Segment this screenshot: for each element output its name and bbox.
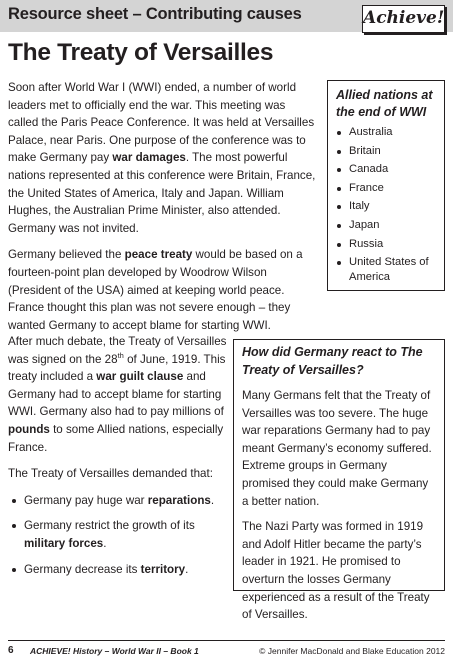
demand-text: Germany pay huge war xyxy=(24,493,148,507)
intro-column xyxy=(8,79,318,343)
list-item xyxy=(8,561,230,579)
paragraph-conference xyxy=(8,79,318,237)
demands-list xyxy=(8,492,230,578)
list-item: Italy xyxy=(336,199,438,214)
keyword-war-damages: war damages xyxy=(112,151,186,165)
demand-text: Germany decrease its xyxy=(24,562,141,576)
paragraph-text: . The most powerful nations represented at this conference were Britain, France, the United States of America, Italy and Japan. William Hughes, the Australian Prime Minister, also attended. Germany was not invited. xyxy=(8,151,316,235)
list-item: Japan xyxy=(336,218,438,233)
keyword-military-forces: military forces xyxy=(24,536,104,550)
paragraph-demands-intro: The Treaty of Versailles demanded that: xyxy=(8,467,213,481)
demand-punctuation: . xyxy=(185,562,189,576)
paragraph-text: Soon after World War I (WWI) ended, a number of world leaders met to officially end the war. This meeting was called the Paris Peace Conference. It was held at Versailles Palace, near Paris. One purpose of the conference was to make Germany pay xyxy=(8,81,315,165)
keyword-territory: territory xyxy=(140,562,186,576)
achieve-badge: Achieve! xyxy=(362,5,445,33)
allied-nations-list xyxy=(336,125,438,284)
paragraph-text: Germany believed the xyxy=(8,248,125,262)
allied-nations-title: Allied nations at the end of WWI xyxy=(336,88,433,119)
demand-punctuation: . xyxy=(103,536,107,550)
keyword-pounds: pounds xyxy=(8,422,50,436)
allied-nations-box xyxy=(327,80,445,291)
paragraph-peace-treaty xyxy=(8,246,318,334)
paragraph-text: would be based on a fourteen-point plan developed by Woodrow Wilson (President of the USA) aimed at keeping world peace. France thought this plan was not severe enough – they wanted Germany to accept blame for starting WWI. xyxy=(8,248,303,332)
paragraph-text: to some Allied nations, especially France. xyxy=(8,422,224,454)
book-title: ACHIEVE! History – World War II – Book 1 xyxy=(30,646,199,656)
copyright-notice: © Jennifer MacDonald and Blake Education 2012 xyxy=(259,646,445,656)
ordinal-suffix: th xyxy=(117,350,124,360)
germany-reaction-title: How did Germany react to The Treaty of Versailles? xyxy=(242,345,423,377)
list-item: Britain xyxy=(336,144,438,159)
keyword-peace-treaty: peace treaty xyxy=(124,248,193,262)
resource-sheet-heading: Resource sheet – Contributing causes xyxy=(8,5,302,23)
demand-punctuation: . xyxy=(210,493,215,507)
reaction-paragraph-2: The Nazi Party was formed in 1919 and Adolf Hitler became the party’s leader in 1921. He promised to overturn the losses Germany experienced as a result of the Treaty of Versailles. xyxy=(242,520,430,622)
list-item: Canada xyxy=(336,162,438,177)
list-item: Russia xyxy=(336,237,438,252)
treaty-column xyxy=(8,333,230,586)
footer-divider xyxy=(8,640,445,641)
page-title: The Treaty of Versailles xyxy=(8,39,274,66)
list-item: United States of America xyxy=(336,255,438,284)
demand-text: Germany restrict the growth of its xyxy=(24,519,195,533)
list-item xyxy=(8,492,230,510)
list-item: France xyxy=(336,181,438,196)
list-item: Australia xyxy=(336,125,438,140)
reaction-paragraph-1: Many Germans felt that the Treaty of Versailles was too severe. The huge war reparations Germany had to pay meant Germany’s economy suffered. Extreme groups in Germany promised they could make Germany a better nation. xyxy=(242,389,432,508)
paragraph-text: and Germany had to accept blame for starting WWI. Germany also had to pay millions of xyxy=(8,370,224,419)
page-number: 6 xyxy=(8,645,14,656)
keyword-war-guilt-clause: war guilt clause xyxy=(96,370,184,384)
paragraph-text: After much debate, the Treaty of Versailles was signed on the 28 xyxy=(8,335,227,366)
paragraph-text: of June, 1919. This treaty included a xyxy=(8,352,226,384)
germany-reaction-box xyxy=(233,339,445,622)
list-item xyxy=(8,517,230,552)
paragraph-treaty-signed xyxy=(8,333,230,456)
keyword-reparations: reparations xyxy=(147,493,211,507)
